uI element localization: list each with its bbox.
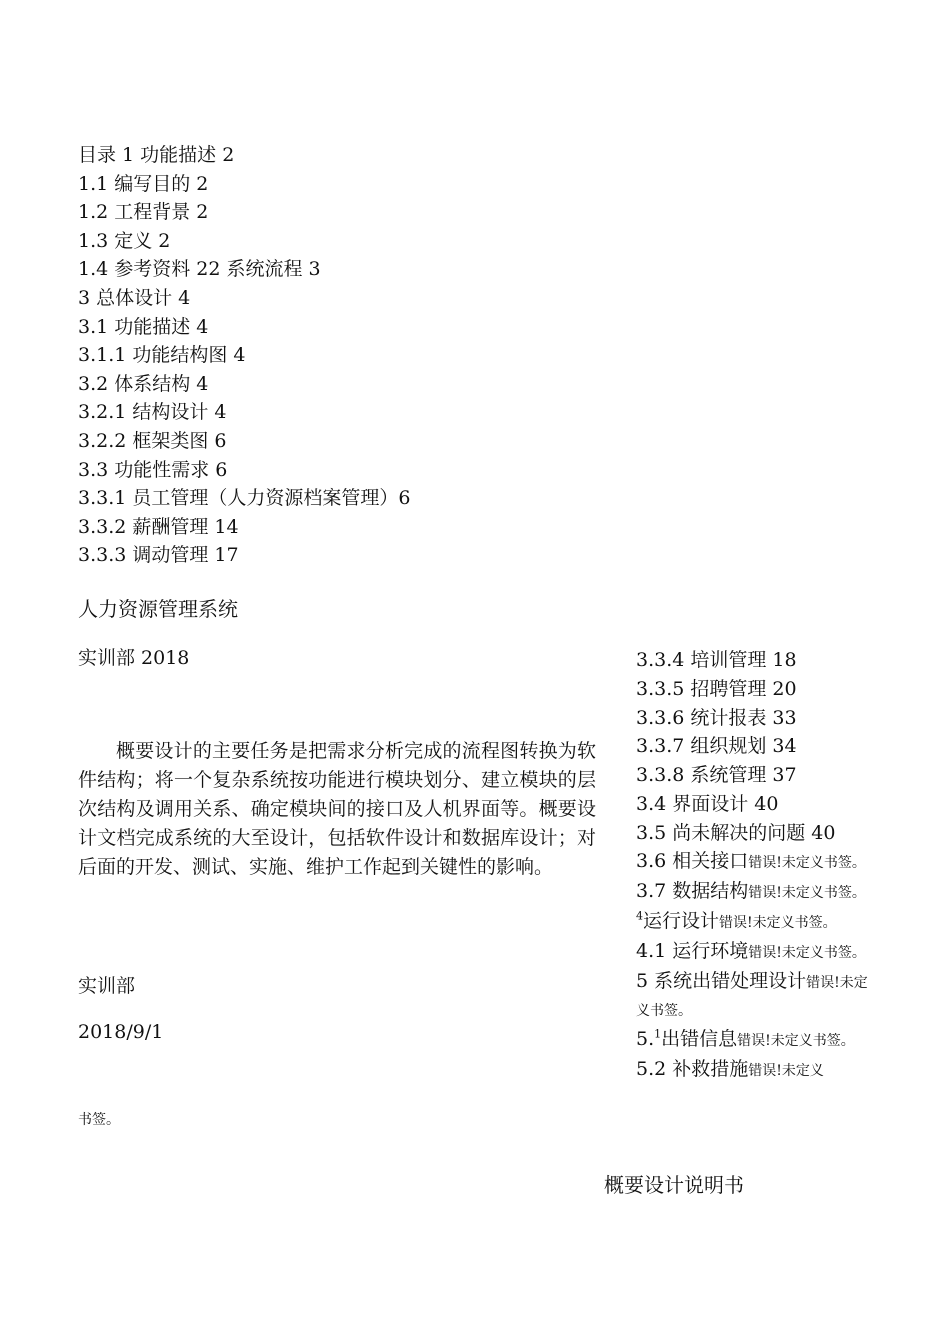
toc-entry[interactable]: 3.3.4 培训管理 18 [636, 649, 797, 671]
table-of-contents-right [636, 646, 876, 1086]
toc-entry[interactable]: 3.3 功能性需求 6 [78, 458, 228, 481]
toc-entry[interactable]: 3.2.2 框架类图 6 [78, 429, 227, 452]
summary-paragraph: 概要设计的主要任务是把需求分析完成的流程图转换为软件结构；将一个复杂系统按功能进行模块划分、建立模块的层次结构及调用关系、确定模块间的接口及人机界面等。概要设计文档完成系统的大至设计，包括软件设计和数据库设计；对后面的开发、测试、实施、维护工作起到关键性的影响。 [78, 740, 596, 878]
toc-entry[interactable]: 3.3.7 组织规划 34 [636, 735, 797, 758]
bookmark-error-text: 错误!未定义书签。 [748, 854, 866, 871]
toc-entry[interactable]: 目录 1 功能描述 2 [78, 144, 235, 166]
toc-entry[interactable]: 3.4 界面设计 40 [636, 792, 779, 815]
toc-entry[interactable]: 3.3.5 招聘管理 20 [636, 677, 797, 700]
bookmark-error-text: 错误!未定义 [748, 1062, 824, 1079]
bookmark-error-text: 错误!未定义书签。 [748, 944, 866, 961]
toc-entry-bookmark-error[interactable] [636, 938, 876, 966]
toc-entry-bookmark-error[interactable] [636, 1056, 876, 1084]
toc-entry[interactable]: 1.4 参考资料 22 系统流程 3 [78, 258, 321, 281]
toc-entry[interactable]: 3.1.1 功能结构图 4 [78, 344, 246, 367]
toc-entry[interactable]: 3.3.3 调动管理 17 [78, 544, 239, 567]
document-title: 概要设计说明书 [604, 1173, 744, 1197]
toc-entry[interactable]: 3.3.8 系统管理 37 [636, 764, 797, 787]
bookmark-error-text: 错误!未定义书签。 [737, 1032, 855, 1049]
section-number: 1 [654, 1027, 662, 1041]
toc-entry-bookmark-error[interactable] [636, 968, 876, 1024]
toc-entry-bookmark-error[interactable] [636, 908, 876, 936]
department-year: 实训部 2018 [78, 647, 190, 669]
toc-entry[interactable]: 3.3.1 员工管理（人力资源档案管理）6 [78, 487, 411, 510]
toc-entry-label: 3.7 数据结构 [636, 879, 749, 902]
bookmark-fragment: 书签。 [78, 1112, 120, 1128]
toc-entry-bookmark-error[interactable] [636, 878, 876, 906]
toc-entry-label: 4.1 运行环境 [636, 939, 749, 962]
toc-entry[interactable]: 1.2 工程背景 2 [78, 201, 209, 224]
toc-entry[interactable]: 3.3.6 统计报表 33 [636, 706, 797, 729]
toc-entry-label: 5 系统出错处理设计 [636, 969, 807, 992]
toc-entry-label: 5.2 补救措施 [636, 1057, 749, 1080]
bookmark-error-text: 错误!未定义书签。 [719, 914, 837, 931]
toc-entry[interactable]: 3.5 尚未解决的问题 40 [636, 821, 836, 844]
document-date: 2018/9/1 [78, 1021, 164, 1043]
toc-entry-bookmark-error[interactable] [636, 848, 876, 876]
section-prefix: 5. [636, 1027, 655, 1050]
table-of-contents-left [78, 141, 598, 570]
department-signature: 实训部 [78, 975, 136, 997]
toc-entry[interactable]: 1.3 定义 2 [78, 229, 171, 252]
toc-entry[interactable]: 3.1 功能描述 4 [78, 315, 209, 338]
toc-entry[interactable]: 1.1 编写目的 2 [78, 172, 209, 195]
toc-entry-label: 运行设计 [643, 909, 720, 932]
toc-entry[interactable]: 3.3.2 薪酬管理 14 [78, 515, 239, 538]
toc-entry-label: 出错信息 [661, 1027, 738, 1050]
toc-entry[interactable]: 3 总体设计 4 [78, 286, 191, 309]
system-title: 人力资源管理系统 [78, 597, 238, 621]
section-number: 4 [636, 909, 643, 923]
toc-entry-label: 3.6 相关接口 [636, 849, 749, 872]
toc-entry-bookmark-error[interactable] [636, 1026, 876, 1054]
bookmark-error-text: 错误!未定义书签。 [748, 884, 866, 901]
toc-entry[interactable]: 3.2 体系结构 4 [78, 372, 209, 395]
bookmark-error-text: 错误!未定义书签。 [636, 974, 868, 1019]
toc-entry[interactable]: 3.2.1 结构设计 4 [78, 401, 227, 424]
